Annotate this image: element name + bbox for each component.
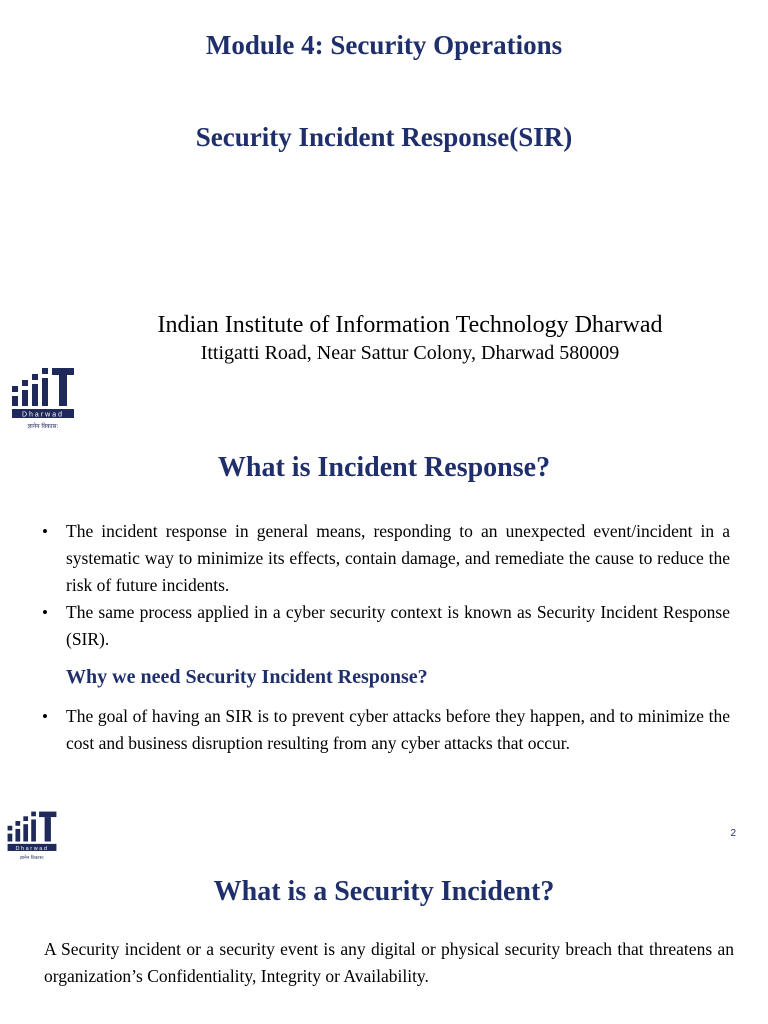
bullet-icon: • — [42, 707, 48, 726]
bullet-icon: • — [42, 522, 48, 541]
logo-wordmark: Dharwad — [21, 411, 65, 419]
security-incident-slide — [0, 855, 768, 1024]
sub-heading: Why we need Security Incident Response? — [66, 666, 428, 688]
page-number: 2 — [730, 828, 736, 839]
module-title: Module 4: Security Operations — [205, 30, 563, 60]
institute-name: Indian Institute of Information Technology Dharwad — [157, 312, 663, 338]
bullet-list — [42, 518, 730, 653]
incident-response-slide — [0, 440, 768, 861]
bullet-item — [42, 599, 730, 653]
bullet-text: The same process applied in a cyber security context is known as Security Incident Response (SIR). — [66, 602, 730, 649]
bullet-item — [42, 518, 730, 599]
slide-heading: What is Incident Response? — [217, 452, 551, 483]
institute-address: Ittigatti Road, Near Sattur Colony, Dharwad 580009 — [200, 342, 620, 364]
iiit-dharwad-logo — [10, 366, 76, 432]
bullet-item — [42, 703, 730, 757]
bullet-icon: • — [42, 603, 48, 622]
logo-motto: ज्ञानेन विकास: — [19, 855, 45, 861]
bullet-text: The goal of having an SIR is to prevent cyber attacks before they happen, and to minimize the cost and business disruption resulting from any cyber attacks that occur. — [66, 706, 730, 753]
logo-wordmark: Dharwad — [15, 845, 49, 852]
definition-paragraph: A Security incident or a security event is any digital or physical security breach that threatens an organization’s Confidentiality, Integrity or Availability. — [44, 939, 734, 986]
title-slide — [0, 0, 768, 440]
logo-motto: ज्ञानेन विकास: — [27, 423, 59, 430]
slide-heading: What is a Security Incident? — [213, 876, 555, 907]
slide-subtitle: Security Incident Response(SIR) — [195, 122, 573, 152]
bullet-text: The incident response in general means, responding to an unexpected event/incident in a systematic way to minimize its effects, contain damage, and remediate the cause to reduce the risk of future incidents. — [66, 521, 730, 595]
bullet-list — [42, 703, 730, 757]
